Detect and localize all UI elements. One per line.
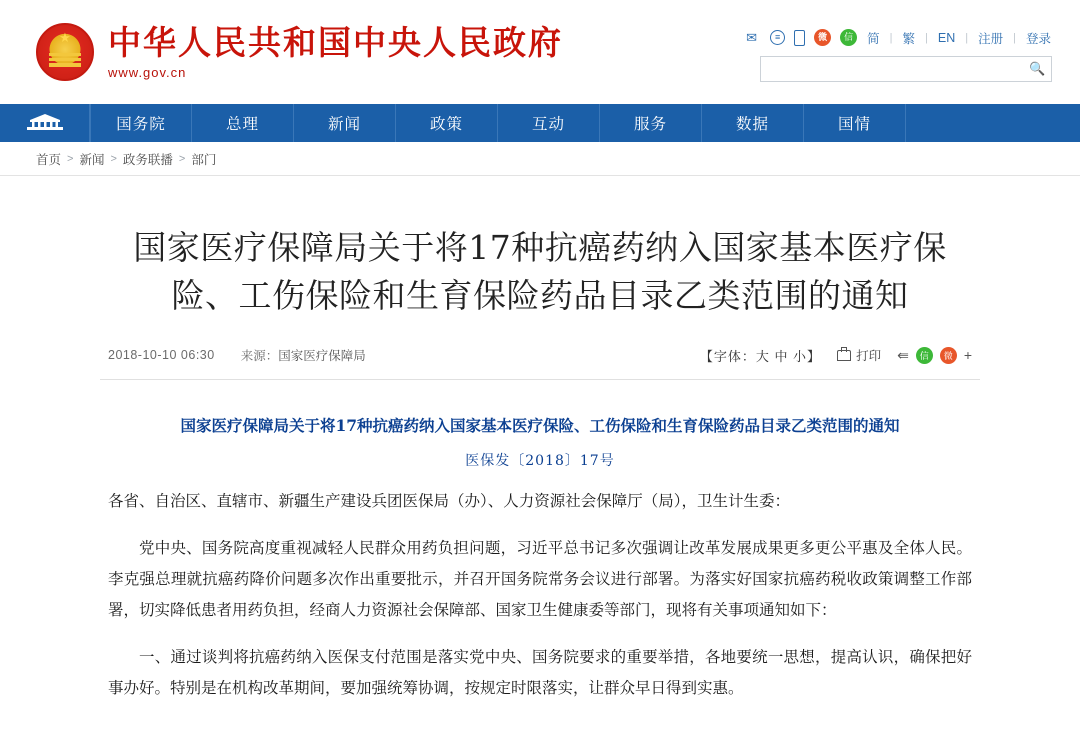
feedback-icon[interactable]: ≡ — [770, 30, 785, 45]
article-actions — [700, 346, 972, 365]
breadcrumb-item-news[interactable]: 新闻 — [79, 152, 105, 167]
breadcrumb-item-department[interactable]: 部门 — [191, 152, 217, 167]
publish-date: 2018-10-10 06:30 — [108, 348, 215, 363]
weibo-share-icon[interactable]: 微 — [940, 347, 957, 364]
nav-item-fuwu[interactable]: 服务 — [600, 104, 702, 142]
article-body — [100, 380, 980, 704]
search-icon[interactable]: 🔍 — [1029, 60, 1046, 76]
paragraph-addressee: 各省、自治区、直辖市、新疆生产建设兵团医保局（办）、人力资源社会保障厅（局），卫生计生委： — [108, 491, 791, 510]
mobile-icon[interactable] — [794, 30, 805, 46]
nav-item-zongli[interactable]: 总理 — [192, 104, 294, 142]
lang-traditional-link[interactable]: 繁 — [902, 31, 916, 46]
printer-icon — [837, 350, 851, 361]
breadcrumb-item-home[interactable]: 首页 — [36, 152, 62, 167]
divider: | — [965, 31, 969, 44]
print-button[interactable] — [837, 346, 881, 364]
more-share-icon[interactable]: + — [963, 347, 972, 364]
lang-simplified-link[interactable]: 简 — [867, 31, 880, 46]
font-size-control[interactable]: 【字体：大 中 小】 — [699, 348, 822, 364]
national-emblem-icon — [36, 23, 94, 81]
register-link[interactable]: 注册 — [978, 31, 1004, 46]
nav-item-xinwen[interactable]: 新闻 — [294, 104, 396, 142]
share-icon[interactable]: ⇚ — [897, 346, 909, 363]
nav-item-zhengce[interactable]: 政策 — [396, 104, 498, 142]
divider: | — [889, 31, 893, 44]
nav-item-hudong[interactable]: 互动 — [498, 104, 600, 142]
article — [100, 176, 980, 704]
article-meta — [100, 346, 980, 380]
search-box[interactable] — [760, 56, 1052, 82]
divider: | — [925, 31, 928, 44]
page-title: 国家医疗保障局关于将17种抗癌药纳入国家基本医疗保险、工伤保险和生育保险药品目录乙类范围的通知 — [133, 228, 947, 315]
wechat-icon[interactable]: 信 — [840, 29, 857, 46]
site-title: 中华人民共和国中央人民政府 — [108, 22, 563, 62]
paragraph-2: 一、通过谈判将抗癌药纳入医保支付范围是落实党中央、国务院要求的重要举措，各地要统一思想，提高认识，确保把好事办好。特别是在机构改革期间，要加强统筹协调，按规定时限落实，让群众早日得到实惠。 — [108, 647, 972, 697]
source-link[interactable]: 国家医疗保障局 — [278, 349, 366, 364]
login-link[interactable]: 登录 — [1025, 31, 1051, 46]
document-number: 医保发〔2018〕17号 — [465, 452, 615, 469]
wechat-share-icon[interactable]: 信 — [916, 347, 933, 364]
breadcrumb — [0, 142, 1080, 175]
home-icon[interactable] — [0, 104, 90, 142]
lang-english-link[interactable]: EN — [937, 30, 956, 45]
divider: | — [1013, 31, 1016, 44]
document-title: 国家医疗保障局关于将17种抗癌药纳入国家基本医疗保险、工伤保险和生育保险药品目录乙类范围的通知 — [180, 415, 900, 435]
chevron-right-icon: > — [110, 152, 117, 165]
source-prefix: 来源： — [240, 349, 279, 364]
header-tools — [742, 29, 1052, 47]
nav-item-shuju[interactable]: 数据 — [702, 104, 804, 142]
site-brand[interactable] — [108, 24, 563, 81]
chevron-right-icon: > — [67, 152, 74, 165]
share-group — [897, 347, 972, 364]
header-utility-area — [742, 23, 1052, 82]
main-nav — [0, 104, 1080, 142]
article-container — [0, 175, 1080, 748]
search-input[interactable] — [767, 61, 1030, 77]
mail-icon[interactable]: ✉ — [746, 30, 758, 45]
nav-item-guoqing[interactable]: 国情 — [804, 104, 906, 142]
print-label: 打印 — [856, 349, 882, 364]
breadcrumb-item-govaffairs[interactable]: 政务联播 — [122, 152, 173, 167]
site-url: www.gov.cn — [108, 65, 187, 81]
site-header — [0, 0, 1080, 104]
source-label — [241, 346, 366, 364]
weibo-icon[interactable]: 微 — [814, 29, 831, 46]
paragraph-1: 党中央、国务院高度重视减轻人民群众用药负担问题，习近平总书记多次强调让改革发展成果更多更公平惠及全体人民。李克强总理就抗癌药降价问题多次作出重要批示，并召开国务院常务会议进行部署。为落实好国家抗癌药税收政策调整工作部署，切实降低患者用药负担，经商人力资源社会保障部、国家卫生健康委等部门，现将有关事项通知如下： — [108, 538, 972, 619]
nav-item-guowuyuan[interactable]: 国务院 — [90, 104, 192, 142]
chevron-right-icon: > — [178, 152, 186, 165]
